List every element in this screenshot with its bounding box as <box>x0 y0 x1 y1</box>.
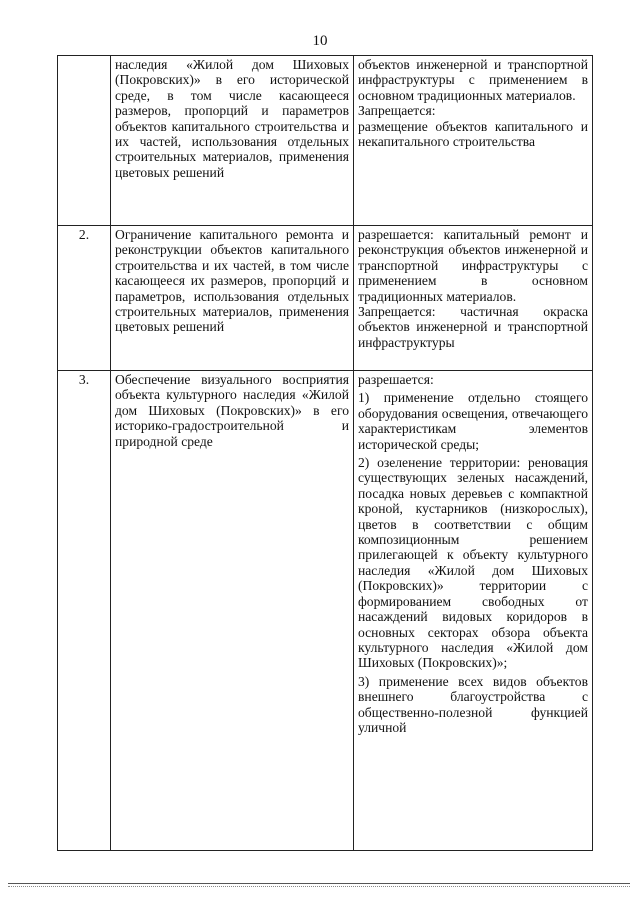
requirement-text: Ограничение капитального ремонта и реконструкции объектов капитального строительства и их частей, в том числе касающееся их размеров, пропорций и параметров, использования отдельных строительных материалов, применения цветовых решений <box>115 227 349 335</box>
table-row <box>58 56 593 226</box>
footer-divider <box>8 883 630 884</box>
table-row <box>58 371 593 851</box>
permission-list-item: 3) применение всех видов объектов внешнего благоустройства с общественно-полезной функцией уличной <box>358 673 588 735</box>
requirement-text: наследия «Жилой дом Шиховых (Покровских)» в его исторической среде, в том числе касающееся размеров, пропорций и параметров объектов капитального строительства и их частей, использования отдельных строительных материалов, применения цветовых решений <box>115 57 349 180</box>
permission-cell <box>354 371 593 851</box>
requirement-cell <box>111 371 354 851</box>
permission-cell <box>354 56 593 226</box>
permission-text: Запрещается: <box>358 103 436 119</box>
row-number: 2. <box>58 226 111 371</box>
permission-text: объектов инженерной и транспортной инфраструктуры с применением в основном традиционных материалов. <box>358 57 588 103</box>
permission-text: размещение объектов капитального и некапитального строительства <box>358 118 588 150</box>
table-row <box>58 226 593 371</box>
permission-cell <box>354 226 593 371</box>
permission-text: разрешается: капитальный ремонт и реконструкция объектов инженерной и транспортной инфраструктуры с применением в основном традиционных материалов. <box>358 227 588 304</box>
footer-divider <box>8 886 630 887</box>
regulations-table <box>57 55 593 851</box>
page-number: 10 <box>312 33 328 49</box>
row-number <box>58 56 111 226</box>
permission-list-item: 1) применение отдельно стоящего оборудования освещения, отвечающего характеристикам элементов исторической среды; <box>358 390 588 452</box>
row-number: 3. <box>58 371 111 851</box>
permission-text: разрешается: <box>358 372 434 387</box>
permission-list-item: 2) озеленение территории: реновация существующих зеленых насаждений, посадка новых деревьев с компактной кроной, кустарников (низкорослых), цветов в соответствии с общим композиционным решением прилегающей к объекту культурного наследия «Жилой дом Шиховых (Покровских)» территории с формированием свободных от насаждений видовых коридоров в основных секторах обзора объекта культурного наследия «Жилой дом Шиховых (Покровских)»; <box>358 455 588 671</box>
requirement-text: Обеспечение визуального восприятия объекта культурного наследия «Жилой дом Шиховых (Покровских)» в его историко-градостроительной и природной среде <box>115 372 349 449</box>
requirement-cell <box>111 56 354 226</box>
permission-text: Запрещается: частичная окраска объектов инженерной и транспортной инфраструктуры <box>358 304 588 350</box>
requirement-cell <box>111 226 354 371</box>
